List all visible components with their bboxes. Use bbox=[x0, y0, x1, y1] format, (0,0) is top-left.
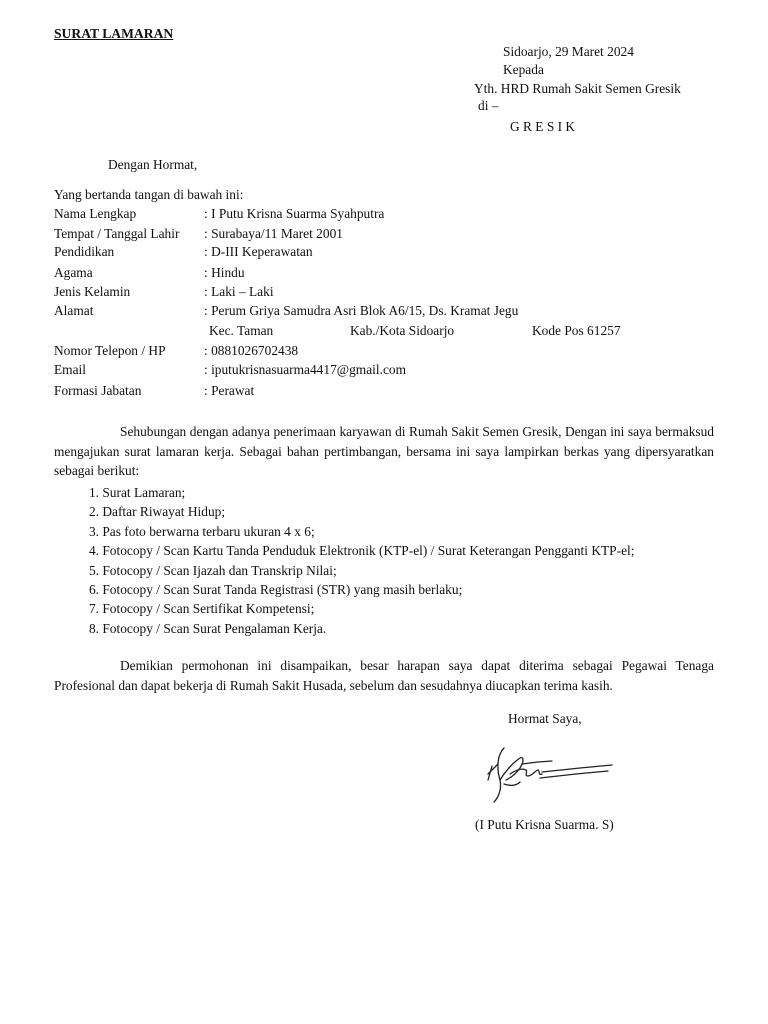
list-item-text: Fotocopy / Scan Surat Tanda Registrasi (STR) yang masih berlaku; bbox=[102, 581, 463, 597]
list-item-text: Fotocopy / Scan Surat Pengalaman Kerja. bbox=[102, 620, 327, 636]
field-label-position: Formasi Jabatan bbox=[54, 383, 142, 398]
list-item-number: 5. bbox=[88, 562, 99, 578]
to-label: Kepada bbox=[503, 62, 544, 77]
list-item bbox=[54, 600, 634, 619]
list-item bbox=[54, 620, 634, 639]
list-item-text: Fotocopy / Scan Sertifikat Kompetensi; bbox=[102, 601, 315, 617]
field-label-address: Alamat bbox=[54, 303, 94, 318]
list-item bbox=[54, 484, 634, 503]
field-label-religion: Agama bbox=[54, 265, 93, 280]
letter-title: SURAT LAMARAN bbox=[54, 26, 174, 41]
paragraph-closing bbox=[54, 656, 714, 695]
recipient-city: G R E S I K bbox=[510, 119, 576, 134]
list-item-number: 1. bbox=[88, 485, 99, 500]
address-kota: Kab./Kota Sidoarjo bbox=[350, 323, 455, 338]
field-label-birth: Tempat / Tanggal Lahir bbox=[54, 226, 180, 241]
paragraph-intro-text: Sehubungan dengan adanya penerimaan karyawan di Rumah Sakit Semen Gresik, Dengan ini saya bermaksud mengajukan surat lamaran kerja. Sebagai bahan pertimbangan, bersama ini saya lampirkan berkas yang dipersyaratkan sebagai berikut: bbox=[54, 424, 714, 478]
field-value-phone: : 0881026702438 bbox=[204, 343, 299, 358]
field-label-name: Nama Lengkap bbox=[54, 206, 137, 221]
field-label-email: Email bbox=[54, 362, 86, 377]
list-item bbox=[54, 503, 634, 522]
list-item bbox=[54, 523, 634, 542]
list-item-text: Fotocopy / Scan Ijazah dan Transkrip Nilai; bbox=[102, 562, 337, 578]
list-item bbox=[54, 562, 634, 581]
list-item-number: 7. bbox=[88, 601, 99, 617]
list-item-text: Surat Lamaran; bbox=[102, 485, 186, 500]
intro-text: Yang bertanda tangan di bawah ini: bbox=[54, 187, 244, 202]
field-value-email: : iputukrisnasuarma4417@gmail.com bbox=[204, 362, 406, 377]
field-label-phone: Nomor Telepon / HP bbox=[54, 343, 166, 358]
field-value-birth: : Surabaya/11 Maret 2001 bbox=[204, 226, 343, 241]
address-kecamatan: Kec. Taman bbox=[209, 323, 274, 338]
field-value-religion: : Hindu bbox=[204, 265, 245, 280]
place-date: Sidoarjo, 29 Maret 2024 bbox=[503, 44, 634, 59]
list-item-text: Fotocopy / Scan Kartu Tanda Penduduk Elektronik (KTP-el) / Surat Keterangan Pengganti KTP-el; bbox=[102, 543, 635, 559]
list-item bbox=[54, 581, 634, 600]
paragraph-closing-text: Demikian permohonan ini disampaikan, besar harapan saya dapat diterima sebagai Pegawai Tenaga Profesional dan dapat bekerja di Rumah Sakit Husada, sebelum dan sesudahnya diucapkan terima kasih. bbox=[54, 658, 714, 693]
list-item bbox=[54, 542, 634, 561]
list-item-number: 6. bbox=[88, 581, 99, 597]
field-value-position: : Perawat bbox=[204, 383, 255, 398]
list-item-number: 2. bbox=[88, 504, 99, 520]
signer-name: (I Putu Krisna Suarma. S) bbox=[475, 817, 614, 832]
address-kode-pos: Kode Pos 61257 bbox=[532, 323, 621, 338]
signature-image bbox=[480, 740, 620, 808]
greeting: Dengan Hormat, bbox=[108, 157, 198, 172]
recipient: Yth. HRD Rumah Sakit Semen Gresik bbox=[474, 81, 681, 96]
field-value-name: : I Putu Krisna Suarma Syahputra bbox=[204, 206, 385, 221]
recipient-di: di – bbox=[478, 98, 499, 113]
list-item-number: 8. bbox=[88, 620, 99, 636]
field-label-gender: Jenis Kelamin bbox=[54, 284, 131, 299]
list-item-number: 4. bbox=[88, 543, 99, 559]
field-label-education: Pendidikan bbox=[54, 244, 115, 259]
list-item-number: 3. bbox=[88, 523, 99, 539]
field-value-address: : Perum Griya Samudra Asri Blok A6/15, Ds. Kramat Jegu bbox=[204, 303, 519, 318]
attachment-list bbox=[54, 484, 634, 639]
paragraph-intro bbox=[54, 422, 714, 481]
field-value-gender: : Laki – Laki bbox=[204, 284, 274, 299]
field-value-education: : D-III Keperawatan bbox=[204, 244, 313, 259]
list-item-text: Daftar Riwayat Hidup; bbox=[102, 504, 226, 520]
list-item-text: Pas foto berwarna terbaru ukuran 4 x 6; bbox=[102, 523, 315, 539]
closing-salutation: Hormat Saya, bbox=[508, 711, 582, 726]
